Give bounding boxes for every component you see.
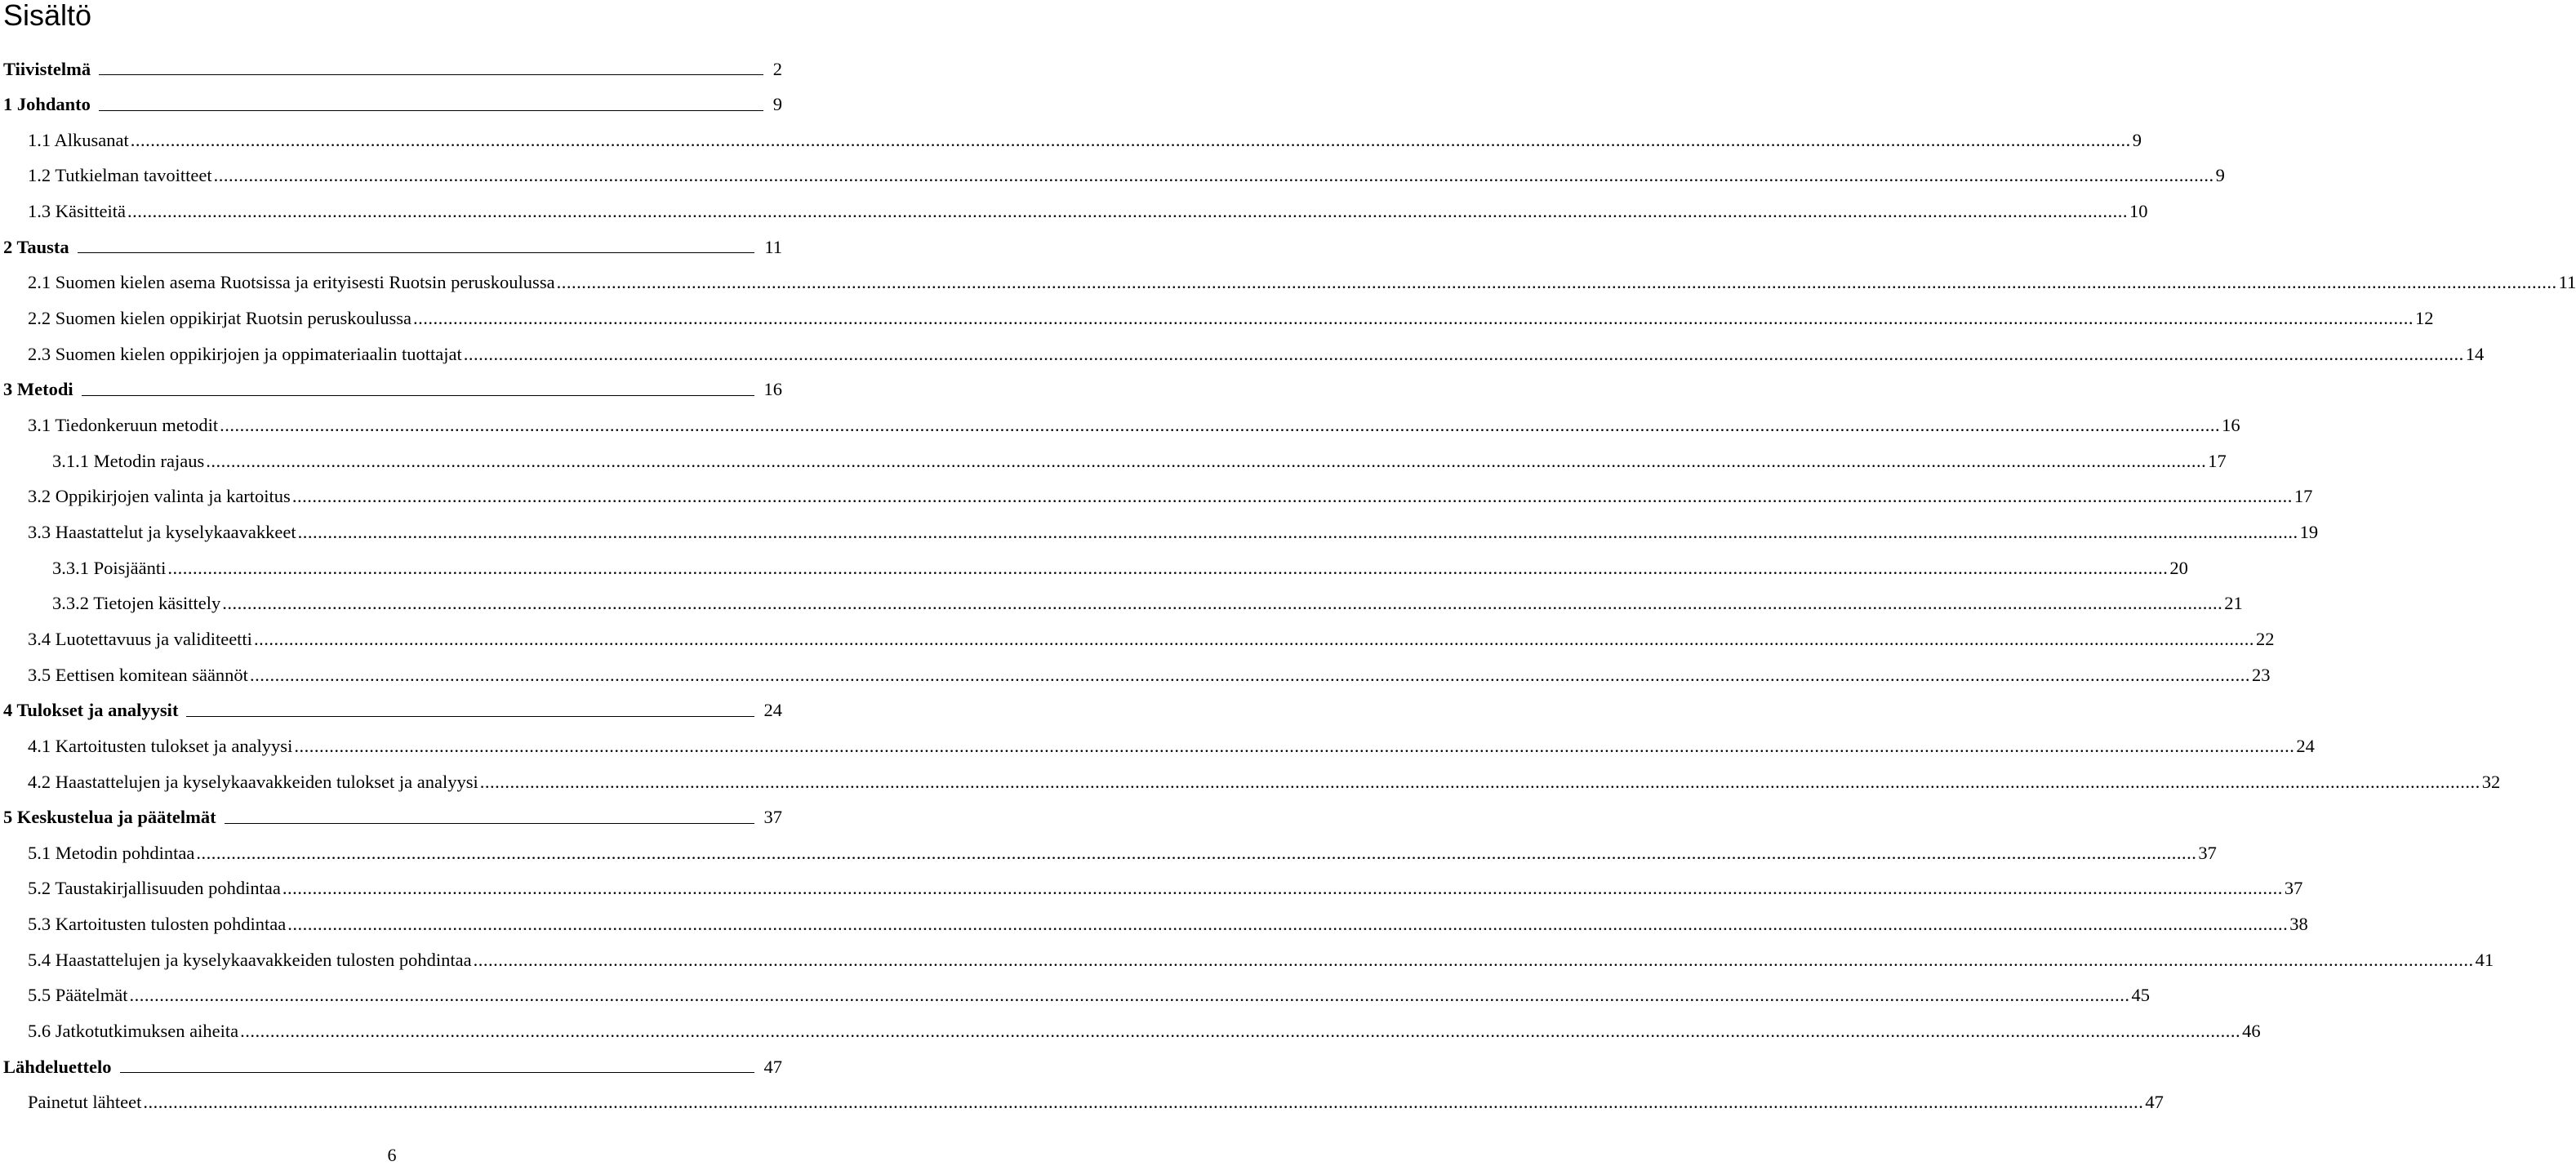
toc-leader-dots: ................................................................................................................................................................................................................................................................................................................................................................................................................ xyxy=(240,1021,2241,1042)
toc-entry[interactable] xyxy=(3,1047,782,1076)
toc-leader-line xyxy=(99,110,763,111)
toc-entry[interactable] xyxy=(3,227,782,256)
toc-entry-label: 2 Tausta xyxy=(3,236,69,257)
toc-leader-line xyxy=(99,74,763,75)
toc-leader-dots: ................................................................................................................................................................................................................................................................................................................................................................................................................ xyxy=(291,486,2293,507)
toc-entry[interactable] xyxy=(28,976,2150,1006)
toc-entry-page: 32 xyxy=(2481,771,2501,792)
toc-entry-label: 2.3 Suomen kielen oppikirjojen ja oppimateriaalin tuottajat xyxy=(28,343,462,364)
toc-leader-dots: ................................................................................................................................................................................................................................................................................................................................................................................................................ xyxy=(479,771,2480,792)
toc-entry[interactable] xyxy=(28,299,2434,329)
toc-entry-page: 2 xyxy=(772,58,782,79)
toc-entry-page: 9 xyxy=(772,94,782,115)
toc-entry-label: 5.5 Päätelmät xyxy=(28,985,128,1006)
toc-entry-label: 3.3 Haastattelut ja kyselykaavakkeet xyxy=(28,521,296,542)
toc-entry-page: 24 xyxy=(2296,735,2315,756)
toc-entry-page: 47 xyxy=(2145,1092,2164,1113)
toc-leader-dots: ................................................................................................................................................................................................................................................................................................................................................................................................................ xyxy=(473,949,2474,970)
toc-leader-dots: ................................................................................................................................................................................................................................................................................................................................................................................................................ xyxy=(249,664,2250,685)
toc-entry-label: 4.2 Haastattelujen ja kyselykaavakkeiden tulokset ja analyysi xyxy=(28,771,478,792)
toc-leader-dots: ................................................................................................................................................................................................................................................................................................................................................................................................................ xyxy=(412,308,2414,329)
toc-entry-label: 3.5 Eettisen komitean säännöt xyxy=(28,664,248,685)
page-number: 6 xyxy=(387,1145,397,1165)
toc-entry-label: 1.1 Alkusanat xyxy=(28,129,129,150)
page-title: Sisältö xyxy=(3,0,92,32)
toc-leader-dots: ................................................................................................................................................................................................................................................................................................................................................................................................................ xyxy=(130,129,2131,150)
toc-entry-label: 5.2 Taustakirjallisuuden pohdintaa xyxy=(28,878,281,899)
toc-entry[interactable] xyxy=(28,477,2313,507)
toc-entry-page: 11 xyxy=(764,236,782,257)
toc-leader-dots: ................................................................................................................................................................................................................................................................................................................................................................................................................ xyxy=(143,1092,2144,1113)
toc-entry[interactable] xyxy=(28,869,2303,899)
toc-entry-page: 19 xyxy=(2299,521,2319,542)
toc-entry-page: 9 xyxy=(2215,165,2225,186)
toc-entry-label: 5.1 Metodin pohdintaa xyxy=(28,842,195,863)
toc-entry[interactable] xyxy=(28,1012,2261,1042)
toc-entry-page: 23 xyxy=(2251,664,2271,685)
toc-entry-label: 3.1 Tiedonkeruun metodit xyxy=(28,415,219,435)
toc-entry-page: 10 xyxy=(2129,201,2148,222)
toc-leader-line xyxy=(186,716,754,717)
toc-leader-dots: ................................................................................................................................................................................................................................................................................................................................................................................................................ xyxy=(129,985,2130,1006)
toc-leader-dots: ................................................................................................................................................................................................................................................................................................................................................................................................................ xyxy=(167,557,2169,578)
toc-entry-page: 46 xyxy=(2242,1021,2261,1042)
toc-entry-label: 4.1 Kartoitusten tulokset ja analyysi xyxy=(28,735,293,756)
toc-leader-dots: ................................................................................................................................................................................................................................................................................................................................................................................................................ xyxy=(222,593,2223,614)
toc-leader-dots: ................................................................................................................................................................................................................................................................................................................................................................................................................ xyxy=(294,735,2295,756)
toc-entry-page: 16 xyxy=(2222,415,2240,435)
toc-entry-label: Lähdeluettelo xyxy=(3,1056,112,1077)
toc-entry[interactable] xyxy=(28,905,2308,935)
toc-entry-page: 12 xyxy=(2414,308,2434,329)
toc-entry-label: 5.3 Kartoitusten tulosten pohdintaa xyxy=(28,914,287,935)
toc-entry[interactable] xyxy=(28,619,2275,649)
toc-entry-page: 24 xyxy=(763,700,782,721)
toc-leader-dots: ................................................................................................................................................................................................................................................................................................................................................................................................................ xyxy=(297,521,2298,542)
toc-entry[interactable] xyxy=(28,940,2494,970)
toc-entry-page: 21 xyxy=(2224,593,2243,614)
toc-entry-label: 3 Metodi xyxy=(3,379,73,400)
toc-entry-page: 45 xyxy=(2131,985,2150,1006)
toc-leader-line xyxy=(82,395,754,396)
toc-entry-label: 1 Johdanto xyxy=(3,94,91,115)
toc-entry[interactable] xyxy=(28,762,2501,792)
toc-leader-dots: ................................................................................................................................................................................................................................................................................................................................................................................................................ xyxy=(220,415,2221,435)
toc-entry[interactable] xyxy=(28,512,2319,542)
toc-entry[interactable] xyxy=(28,192,2148,222)
toc-leader-dots: ................................................................................................................................................................................................................................................................................................................................................................................................................ xyxy=(253,628,2254,649)
toc-entry-page: 37 xyxy=(2198,842,2217,863)
toc-entry-label: 5 Keskustelua ja päätelmät xyxy=(3,807,216,828)
toc-entry[interactable] xyxy=(28,156,2225,186)
toc-entry-label: 4 Tulokset ja analyysit xyxy=(3,700,179,721)
toc-leader-line xyxy=(78,252,755,253)
toc-entry[interactable] xyxy=(28,334,2485,364)
toc-leader-line xyxy=(120,1072,754,1073)
toc-entry-label: 2.1 Suomen kielen asema Ruotsissa ja erityisesti Ruotsin peruskoulussa xyxy=(28,272,555,293)
toc-entry[interactable] xyxy=(3,691,782,720)
toc-entry-page: 41 xyxy=(2475,949,2494,970)
toc-entry-page: 17 xyxy=(2293,486,2313,507)
toc-entry-label: 3.3.1 Poisjäänti xyxy=(52,557,167,578)
toc-entry[interactable] xyxy=(28,1083,2164,1113)
toc-entry-label: 2.2 Suomen kielen oppikirjat Ruotsin peruskoulussa xyxy=(28,308,412,329)
toc-leader-dots: ................................................................................................................................................................................................................................................................................................................................................................................................................ xyxy=(213,165,2214,186)
toc-entry-page: 9 xyxy=(2132,129,2142,150)
toc-entry-label: 3.1.1 Metodin rajaus xyxy=(52,450,205,471)
toc-entry-page: 38 xyxy=(2289,914,2308,935)
toc-entry[interactable] xyxy=(3,370,782,399)
toc-entry[interactable] xyxy=(52,584,2243,614)
toc-entry[interactable] xyxy=(28,406,2240,435)
toc-leader-line xyxy=(225,823,754,824)
toc-entry-label: 3.3.2 Tietojen käsittely xyxy=(52,593,221,614)
toc-entry[interactable] xyxy=(28,833,2217,863)
toc-entry[interactable] xyxy=(3,49,782,78)
toc-entry-label: 5.6 Jatkotutkimuksen aiheita xyxy=(28,1021,239,1042)
toc-entry-page: 14 xyxy=(2465,343,2485,364)
toc-leader-dots: ................................................................................................................................................................................................................................................................................................................................................................................................................ xyxy=(556,272,2557,293)
toc-entry-label: 1.3 Käsitteitä xyxy=(28,201,126,222)
toc-entry-label: 1.2 Tutkielman tavoitteet xyxy=(28,165,212,186)
toc-entry[interactable] xyxy=(52,441,2227,471)
toc-entry-page: 11 xyxy=(2558,272,2576,293)
toc-leader-dots: ................................................................................................................................................................................................................................................................................................................................................................................................................ xyxy=(196,842,2197,863)
toc-entry[interactable] xyxy=(28,726,2315,756)
toc-entry-page: 17 xyxy=(2208,450,2227,471)
toc-entry-page: 37 xyxy=(2284,878,2303,899)
toc-entry-page: 47 xyxy=(763,1056,782,1077)
toc-entry[interactable] xyxy=(52,548,2188,578)
toc-entry-label: Painetut lähteet xyxy=(28,1092,142,1113)
toc-entry[interactable] xyxy=(28,120,2142,150)
toc-leader-dots: ................................................................................................................................................................................................................................................................................................................................................................................................................ xyxy=(127,201,2128,222)
toc-entry-label: Tiivistelmä xyxy=(3,58,91,79)
toc-entry[interactable] xyxy=(3,798,782,827)
toc-entry[interactable] xyxy=(28,655,2271,685)
toc-entry-page: 16 xyxy=(763,379,782,400)
toc-entry-label: 3.2 Oppikirjojen valinta ja kartoitus xyxy=(28,486,291,507)
toc-entry-page: 22 xyxy=(2255,628,2275,649)
toc-entry[interactable] xyxy=(28,263,2576,293)
toc-entry-page: 20 xyxy=(2169,557,2188,578)
toc-entry-label: 5.4 Haastattelujen ja kyselykaavakkeiden tulosten pohdintaa xyxy=(28,949,472,970)
toc-entry-label: 3.4 Luotettavuus ja validiteetti xyxy=(28,628,252,649)
toc-leader-dots: ................................................................................................................................................................................................................................................................................................................................................................................................................ xyxy=(282,878,2283,899)
toc-leader-dots: ................................................................................................................................................................................................................................................................................................................................................................................................................ xyxy=(206,450,2207,471)
toc-leader-dots: ................................................................................................................................................................................................................................................................................................................................................................................................................ xyxy=(287,914,2289,935)
toc-entry-page: 37 xyxy=(763,807,782,828)
toc-leader-dots: ................................................................................................................................................................................................................................................................................................................................................................................................................ xyxy=(463,343,2464,364)
toc-entry[interactable] xyxy=(3,85,782,114)
